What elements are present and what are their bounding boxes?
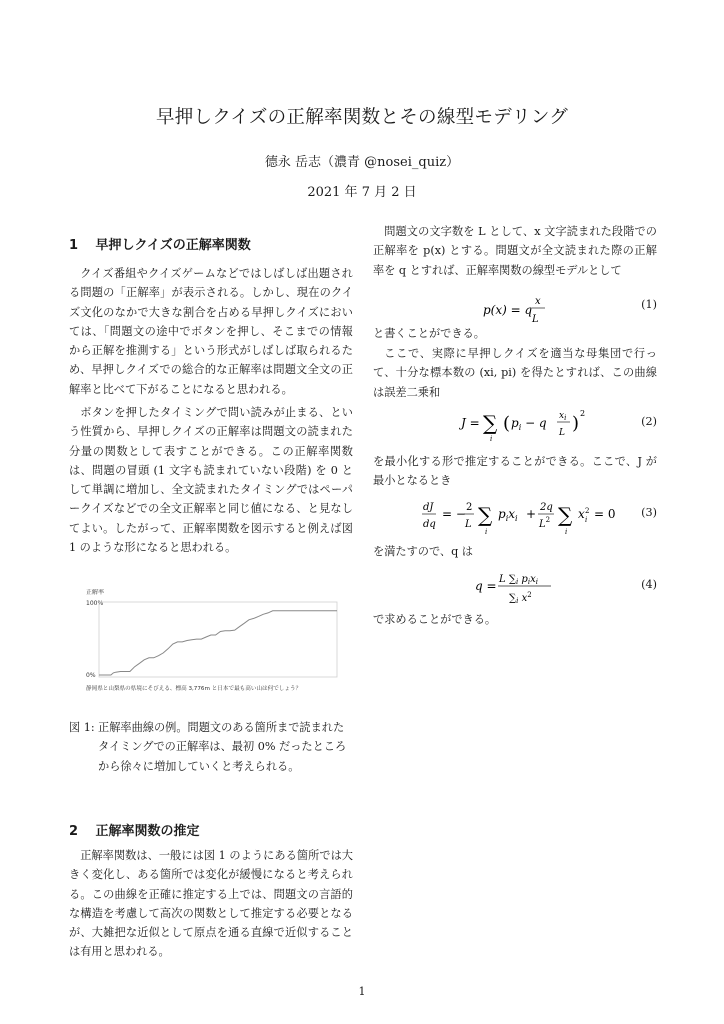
svg-text:i: i: [485, 528, 488, 536]
svg-text:∑: ∑: [478, 503, 493, 527]
svg-text:(: (: [503, 413, 511, 434]
section-1-number: 1: [69, 238, 79, 253]
figure-1-chart: [86, 589, 348, 699]
equation-1-number: (1): [641, 298, 657, 311]
svg-text:pi − q: $p_i - q$: [511, 416, 547, 432]
svg-text:xi: $x_i$: [559, 411, 567, 422]
svg-text:J =: J =: [461, 416, 480, 430]
equation-1-formula: [453, 292, 673, 328]
svg-text:x: x: [535, 296, 541, 307]
svg-text:L: L: [465, 519, 472, 530]
svg-text:p(x) = q: p(x) = q: [483, 303, 533, 317]
date-line: 2021 年 7 月 2 日: [307, 185, 417, 200]
section-2-heading: [69, 820, 200, 839]
section-1-title: 早押しクイズの正解率関数: [95, 238, 251, 253]
right-after-eq1: と書くことができる。: [373, 327, 485, 340]
svg-text:i: i: [490, 435, 493, 443]
svg-text:dJ: dJ: [423, 502, 434, 513]
section-2-title: 正解率関数の推定: [95, 824, 200, 839]
equation-2-formula: [443, 405, 673, 445]
right-para-1: 問題文の文字数を L として、x 文字読まれた段階での正解率を p(x) とする。問題文が全文読まれた際の正解率を q とすれば、正解率関数の線型モデルとして: [373, 225, 657, 277]
equation-4-number: (4): [641, 578, 657, 591]
svg-text:= 0: = 0: [594, 507, 616, 521]
plot-frame: [99, 602, 337, 677]
figure-1-caption-text: 正解率曲線の例。問題文のある箇所まで読まれたタイミングでの正解率は、最初 0% だったところから徐々に増加していくと考えられる。: [98, 721, 347, 773]
svg-text:2: 2: [585, 507, 590, 515]
y-tick-0: 0%: [86, 672, 96, 679]
right-after-eq3: を満たすので、q は: [373, 545, 473, 558]
accuracy-curve: [99, 611, 337, 675]
figure-1-caption: [69, 718, 353, 776]
svg-text:): ): [572, 413, 580, 434]
section-1-heading: [69, 234, 251, 253]
figure-1: [86, 589, 348, 699]
right-para-2: ここで、実際に早押しクイズを適当な母集団で行って、十分な標本数の (xi, pi) を得たとすれば、この曲線は誤差二乗和: [373, 347, 657, 399]
svg-text:+: +: [526, 507, 537, 521]
svg-text:L ∑i pixi: L $\sum_i$ $p_ix_i$: [499, 574, 538, 586]
svg-text:L: L: [532, 314, 539, 325]
svg-text:dq: dq: [423, 519, 436, 530]
svg-text:2: 2: [580, 409, 586, 418]
equation-3-number: (3): [641, 506, 657, 519]
svg-text:L2: $L^2$: [539, 516, 551, 530]
author-line: 德永 岳志（濃青 @nosei_quiz）: [264, 155, 460, 170]
equation-2-number: (2): [641, 415, 657, 428]
section-1-para-2: ボタンを押したタイミングで問い読みが止まる、という性質から、早押しクイズの正解率は問題文の読まれた分量の関数として表すことができる。この正解率関数は、問題の冒頭 (1 文字も読まれていない段階) を 0 として単調に増加し、全文読まれたタイミングではペーパークイズなどでの全文正解率と同じ値になる、と見なしてよい。したがって、正解率関数を図示すると例えば図 1 のような形になると思われる。: [69, 406, 353, 555]
right-after-eq4: で求めることができる。: [373, 613, 497, 626]
svg-text:= −: = −: [442, 507, 466, 521]
x-axis-caption: 静岡県と山梨県の県境にそびえる、標高 3,776m と日本で最も高い山は何でしょう？: [86, 686, 302, 692]
svg-text:2q: 2q: [540, 502, 553, 513]
svg-text:2: 2: [466, 502, 473, 513]
svg-text:q =: q =: [475, 579, 497, 593]
y-tick-100: 100%: [86, 600, 104, 607]
y-axis-title: 正解率: [86, 589, 105, 596]
svg-text:i: i: [585, 516, 588, 524]
equation-3: [373, 496, 657, 536]
right-after-eq2: を最小化する形で推定することができる。ここで、J が最小となるとき: [373, 455, 657, 488]
page-number: 1: [358, 985, 366, 998]
svg-text:∑i x2: $\sum_i$ $x^2$: [509, 591, 532, 605]
equation-3-formula: [418, 496, 658, 538]
svg-text:i: i: [565, 528, 568, 536]
equation-2: [373, 405, 657, 445]
svg-text:∑: ∑: [483, 411, 498, 435]
svg-text:x: x: [578, 507, 585, 521]
equation-4: [373, 568, 657, 608]
section-2-para-1: 正解率関数は、一般には図 1 のようにある箇所では大きく変化し、ある箇所では変化が緩慢になると考えられる。この曲線を正確に推定する上では、問題文の言語的な構造を考慮して高次の関数として推定する必要となるが、大雑把な近似として原点を通る直線で近似することは有用と思われる。: [69, 849, 353, 959]
section-1-para-1: クイズ番組やクイズゲームなどではしばしば出題される問題の「正解率」が表示される。しかし、現在のクイズ文化のなかで大きな割合を占める早押しクイズにおいては、「問題文の途中でボタンを押し、そこまでの情報から正解を推測する」という形式がしばしば取られるため、早押しクイズでの総合的な正解率は問題文全文の正解率と比べて下がることになると思われる。: [69, 267, 353, 396]
svg-text:L: L: [559, 428, 565, 438]
figure-1-caption-label: 図 1:: [69, 721, 95, 734]
svg-text:∑: ∑: [558, 503, 573, 527]
paper-title: 早押しクイズの正解率関数とその線型モデリング: [155, 107, 569, 128]
section-2-number: 2: [69, 824, 79, 839]
svg-text:pixi: $p_ix_i$: [498, 507, 518, 523]
